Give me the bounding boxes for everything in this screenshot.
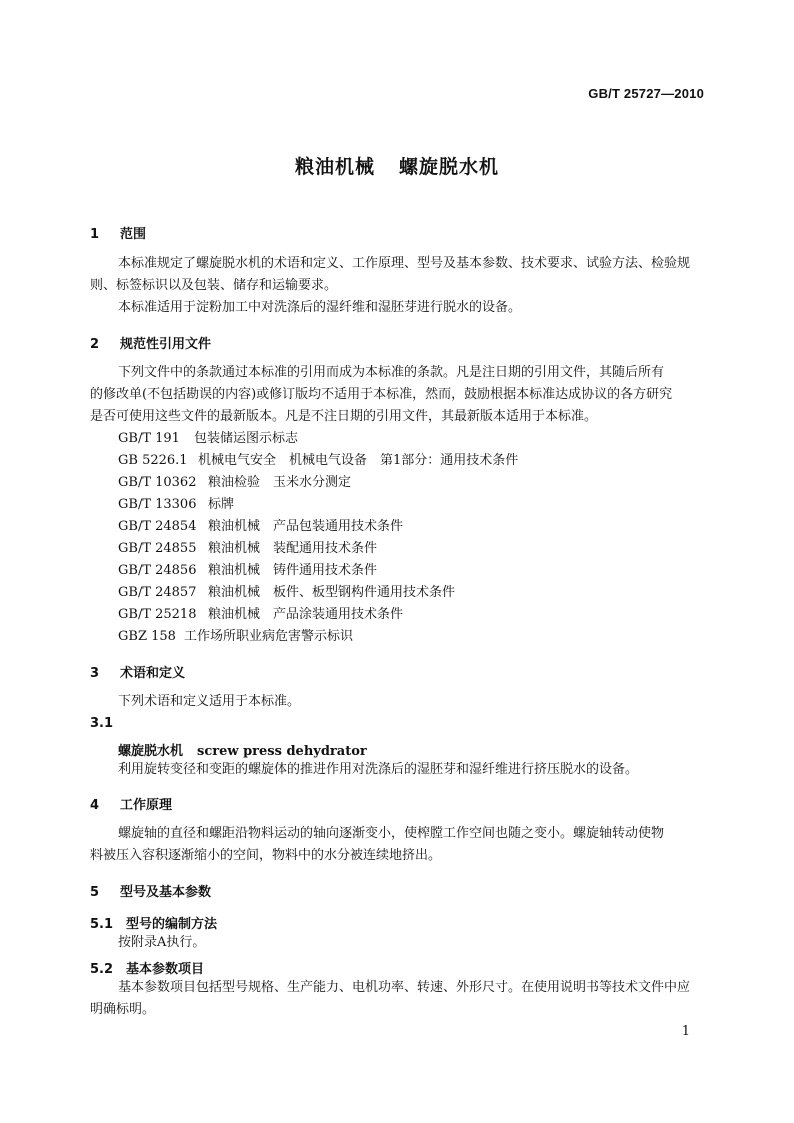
section-2-paragraph-line-2: 的修改单(不包括勘误的内容)或修订版均不适用于本标准，然而，鼓励根据本标准达成协议的各方研究 <box>90 387 673 402</box>
title-part2: 螺旋脱水机 <box>399 156 500 178</box>
subsection-5-1-heading: 5.1 型号的编制方法 <box>90 917 218 932</box>
subsection-5-1-text: 按附录A执行。 <box>118 935 206 950</box>
subsection-5-2-heading: 5.2 基本参数项目 <box>90 962 205 977</box>
term-definition: 利用旋转变径和变距的螺旋体的推进作用对洗涤后的湿胚芽和湿纤维进行挤压脱水的设备。 <box>118 762 639 777</box>
section-1-heading: 1 范围 <box>90 227 147 242</box>
reference-item: GB/T 25218 粮油机械 产品涂装通用技术条件 <box>118 607 404 622</box>
reference-item: GB/T 10362 粮油检验 玉米水分测定 <box>118 475 352 490</box>
standard-number: GB/T 25727—2010 <box>588 86 704 101</box>
reference-item: GB/T 24855 粮油机械 装配通用技术条件 <box>118 541 378 556</box>
section-2-paragraph-line-1: 下列文件中的条款通过本标准的引用而成为本标准的条款。凡是注日期的引用文件，其随后所有 <box>118 365 665 380</box>
reference-item: GB 5226.1 机械电气安全 机械电气设备 第1部分：通用技术条件 <box>118 453 519 468</box>
reference-item: GB/T 191 包装储运图示标志 <box>118 431 299 446</box>
document-title <box>0 152 794 179</box>
section-5-heading: 5 型号及基本参数 <box>90 885 212 900</box>
section-1-paragraph-1-line-2: 则、标签标识以及包装、储存和运输要求。 <box>90 278 338 293</box>
subsection-5-2-text-line-1: 基本参数项目包括型号规格、生产能力、电机功率、转速、外形尺寸。在使用说明书等技术文件中应 <box>118 980 691 995</box>
reference-item: GB/T 24856 粮油机械 铸件通用技术条件 <box>118 563 378 578</box>
section-4-paragraph-line-2: 料被压入容积逐渐缩小的空间，物料中的水分被连续地挤出。 <box>90 848 442 863</box>
term-chinese: 螺旋脱水机 <box>118 744 184 759</box>
section-4-heading: 4 工作原理 <box>90 798 173 813</box>
section-3-paragraph: 下列术语和定义适用于本标准。 <box>118 694 301 709</box>
section-2-heading: 2 规范性引用文件 <box>90 337 212 352</box>
subsection-5-2-text-line-2: 明确标明。 <box>90 1002 156 1017</box>
section-2-paragraph-line-3: 是否可使用这些文件的最新版本。凡是不注日期的引用文件，其最新版本适用于本标准。 <box>90 409 598 424</box>
section-1-paragraph-1-line-1: 本标准规定了螺旋脱水机的术语和定义、工作原理、型号及基本参数、技术要求、试验方法、检验规 <box>118 256 691 271</box>
term-entry <box>118 740 367 759</box>
reference-item: GB/T 24857 粮油机械 板件、板型钢构件通用技术条件 <box>118 585 456 600</box>
section-1-paragraph-2: 本标准适用于淀粉加工中对洗涤后的湿纤维和湿胚芽进行脱水的设备。 <box>118 300 522 315</box>
page-number: 1 <box>681 1024 690 1039</box>
reference-item: GBZ 158 工作场所职业病危害警示标识 <box>118 629 354 644</box>
section-4-paragraph-line-1: 螺旋轴的直径和螺距沿物料运动的轴向逐渐变小，使榨膛工作空间也随之变小。螺旋轴转动使物 <box>118 826 665 841</box>
reference-item: GB/T 13306 标牌 <box>118 497 235 512</box>
section-3-heading: 3 术语和定义 <box>90 666 186 681</box>
term-english: screw press dehydrator <box>197 744 367 759</box>
reference-item: GB/T 24854 粮油机械 产品包装通用技术条件 <box>118 519 404 534</box>
title-part1: 粮油机械 <box>294 156 375 178</box>
subsection-3-1-number: 3.1 <box>90 716 114 731</box>
